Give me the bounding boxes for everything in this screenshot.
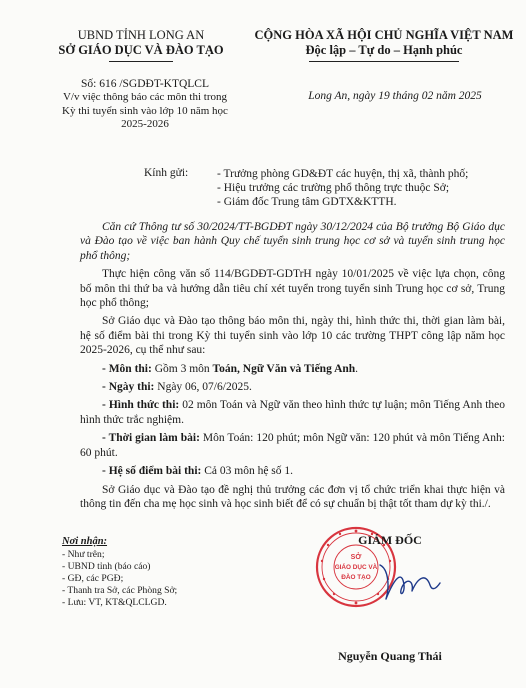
receivers-block <box>62 536 232 609</box>
exam-subjects-item: - Môn thi: Gồm 3 môn Toán, Ngữ Văn và Tiếng Anh. <box>102 362 359 375</box>
seal-text-1: SỞ <box>350 554 362 561</box>
receiver-item: - Như trên; <box>62 549 105 560</box>
exam-duration-item: - Thời gian làm bài: Môn Toán: 120 phút; môn Ngữ văn: 120 phút và môn Tiếng Anh: 60 phút. <box>80 432 505 459</box>
recipients-label: Kính gửi: <box>144 167 189 179</box>
agency-parent: UBND TỈNH LONG AN <box>77 28 205 42</box>
closing-paragraph: Sở Giáo dục và Đào tạo đề nghị thủ trưởng các đơn vị tổ chức triển khai thực hiện và thông tin đến cha mẹ học sinh và học sinh biết để có sự chuẩn bị thật tốt tham dự kỳ thi./. <box>80 483 505 510</box>
receiver-item: - GĐ, các PGĐ; <box>62 573 124 584</box>
agency-name: SỞ GIÁO DỤC VÀ ĐÀO TẠO <box>58 43 224 57</box>
seal-text-3: ĐÀO TẠO <box>341 574 371 581</box>
agency-underline <box>109 61 173 62</box>
document-subject: V/v việc thông báo các môn thi trong Kỳ thi tuyển sinh vào lớp 10 năm học 2025-2026 <box>62 91 228 130</box>
national-header <box>252 28 516 62</box>
recipient-item: - Hiệu trưởng các trường phổ thông trực thuộc Sở; <box>217 182 450 194</box>
exam-date-item: - Ngày thi: Ngày 06, 07/6/2025. <box>102 381 252 394</box>
recipients-list <box>217 167 517 209</box>
nation-name: CỘNG HÒA XÃ HỘI CHỦ NGHĨA VIỆT NAM <box>254 28 514 42</box>
signer-title: GIÁM ĐỐC <box>358 533 422 547</box>
receiver-item: - UBND tỉnh (báo cáo) <box>62 561 151 572</box>
nation-motto: Độc lập – Tự do – Hạnh phúc <box>305 43 463 57</box>
legal-basis-paragraph: Căn cứ Thông tư số 30/2024/TT-BGDĐT ngày 30/12/2024 của Bộ trưởng Bộ Giáo dục và Đào tạo về việc ban hành Quy chế tuyển sinh trung học cơ sở và tuyển sinh trung học phổ thông; <box>80 221 505 262</box>
issue-date: Long An, ngày 19 tháng 02 năm 2025 <box>308 90 482 102</box>
document-number: Số: 616 /SGDĐT-KTQLCL <box>81 78 209 90</box>
document-body <box>80 220 505 515</box>
announcement-paragraph: Sở Giáo dục và Đào tạo thông báo môn thi, ngày thi, hình thức thi, thời gian làm bài, hệ số điểm bài thi trong Kỳ thi tuyển sinh vào lớp 10 các trường THPT công lập năm học 2025-2026, cụ thể như sau: <box>80 315 505 357</box>
seal-text-2: GIÁO DỤC VÀ <box>334 564 378 571</box>
receivers-label: Nơi nhận: <box>62 536 108 547</box>
signature-block <box>300 533 480 664</box>
implementation-paragraph: Thực hiện công văn số 114/BGDĐT-GDTrH ngày 10/01/2025 về việc lựa chọn, công bố môn thi thứ ba và hướng dẫn tiêu chí xét tuyển trong tuyển sinh Trung học cơ sở, Trung học phổ thông; <box>80 268 505 310</box>
receiver-item: - Thanh tra Sở, các Phòng Sở; <box>62 585 178 596</box>
exam-format-item: - Hình thức thi: 02 môn Toán và Ngữ văn theo hình thức tự luận; môn Tiếng Anh theo hình thức trắc nghiệm. <box>80 399 505 426</box>
signer-name: Nguyễn Quang Thái <box>338 649 442 663</box>
recipient-item: - Giám đốc Trung tâm GDTX&KTTH. <box>217 196 397 208</box>
issuing-agency-header <box>52 28 230 62</box>
recipient-item: - Trưởng phòng GD&ĐT các huyện, thị xã, thành phố; <box>217 168 469 180</box>
score-weight-item: - Hệ số điểm bài thi: Cả 03 môn hệ số 1. <box>102 465 294 478</box>
receiver-item: - Lưu: VT, KT&QLCLGD. <box>62 597 167 608</box>
motto-underline <box>309 61 459 62</box>
